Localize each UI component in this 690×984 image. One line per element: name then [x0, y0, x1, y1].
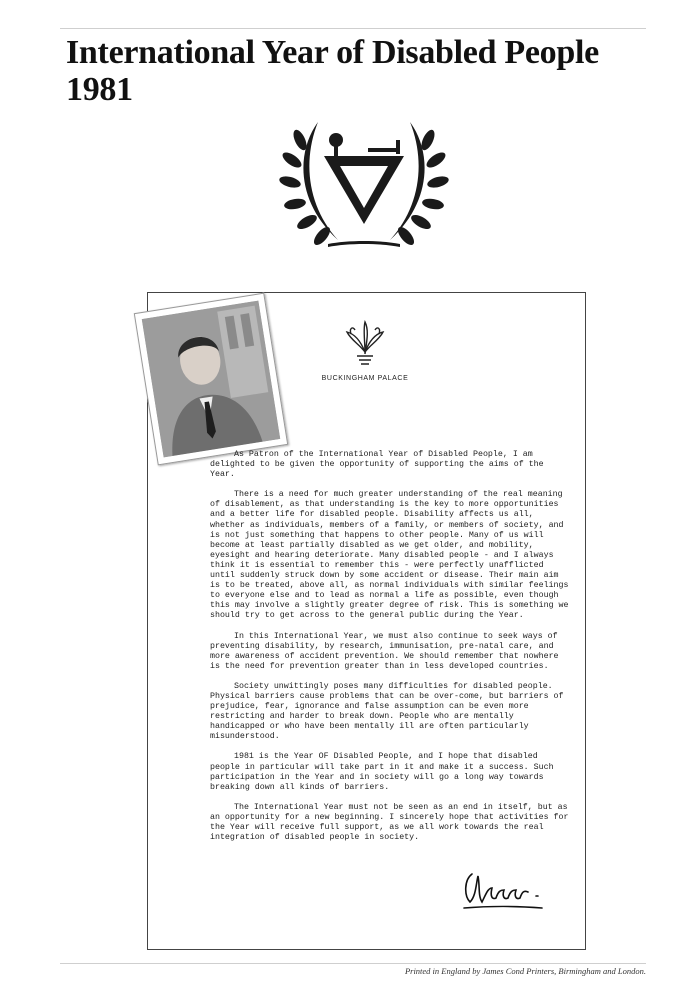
letter-paragraph: The International Year must not be seen as an end in itself, but as an opportunity for a new beginning. I sincerely hope that activities for the Year will receive full support, as we all work towards the real integration of disabled people in society. [210, 802, 569, 843]
portrait-photo [134, 293, 288, 466]
page-title [66, 34, 599, 108]
letter-paragraph: Society unwittingly poses many difficulties for disabled people. Physical barriers cause problems that can be over-come, but barriers of prejudice, fear, ignorance and false assumption can be even more restricting and harder to break down. People who are mentally handicapped or who have been mentally ill are often particularly misunderstood. [210, 681, 564, 742]
top-rule [60, 28, 646, 29]
iydp-emblem-icon [278, 112, 450, 256]
prince-of-wales-feathers-icon [341, 318, 389, 370]
letter-paragraph: As Patron of the International Year of Disabled People, I am delighted to be given the opportunity of supporting the aims of the Year. [210, 450, 544, 480]
letter-body [210, 450, 570, 853]
letter-paragraph: In this International Year, we must also continue to seek ways of preventing disability, by research, immunisation, pre-natal care, and more awareness of accident prevention. We should remember that nowhere is the need for prevention greater than in less developed countries. [210, 631, 559, 671]
letter-paragraph: There is a need for much greater understanding of the real meaning of disablement, as that understanding is the key to more opportunities and a better life for disabled people. Disability affects us all, whether as individuals, members of a family, or members of society, and is not just something that happens to other people. Many of us will become at least partially disabled as we get older, and mobility, eyesight and hearing deteriorate. Many disabled people - and I always think it is essential to remember this - were perfectly unafflicted until suddenly struck down by some accident or disease. Their main aim is to be treated, above all, as normal individuals with similar feelings to everyone else and to lead as normal a life as possible, even though this may involve a slightly greater degree of risk. This is something we should try to get across to the general public during the Year. [210, 490, 569, 621]
handwritten-signature [458, 866, 548, 914]
title-line-2: 1981 [66, 71, 133, 108]
letter-paragraph: 1981 is the Year OF Disabled People, and I hope that disabled people in particular will take part in it and make it a success. Such participation in the Year and in society will go a long way towards breaking down all kinds of barriers. [210, 752, 554, 792]
letterhead-address: BUCKINGHAM PALACE [321, 375, 409, 382]
footer-rule [60, 963, 646, 964]
title-line-1: International Year of Disabled People [66, 34, 599, 71]
printer-credit: Printed in England by James Cond Printers, Birmingham and London. [404, 966, 646, 976]
